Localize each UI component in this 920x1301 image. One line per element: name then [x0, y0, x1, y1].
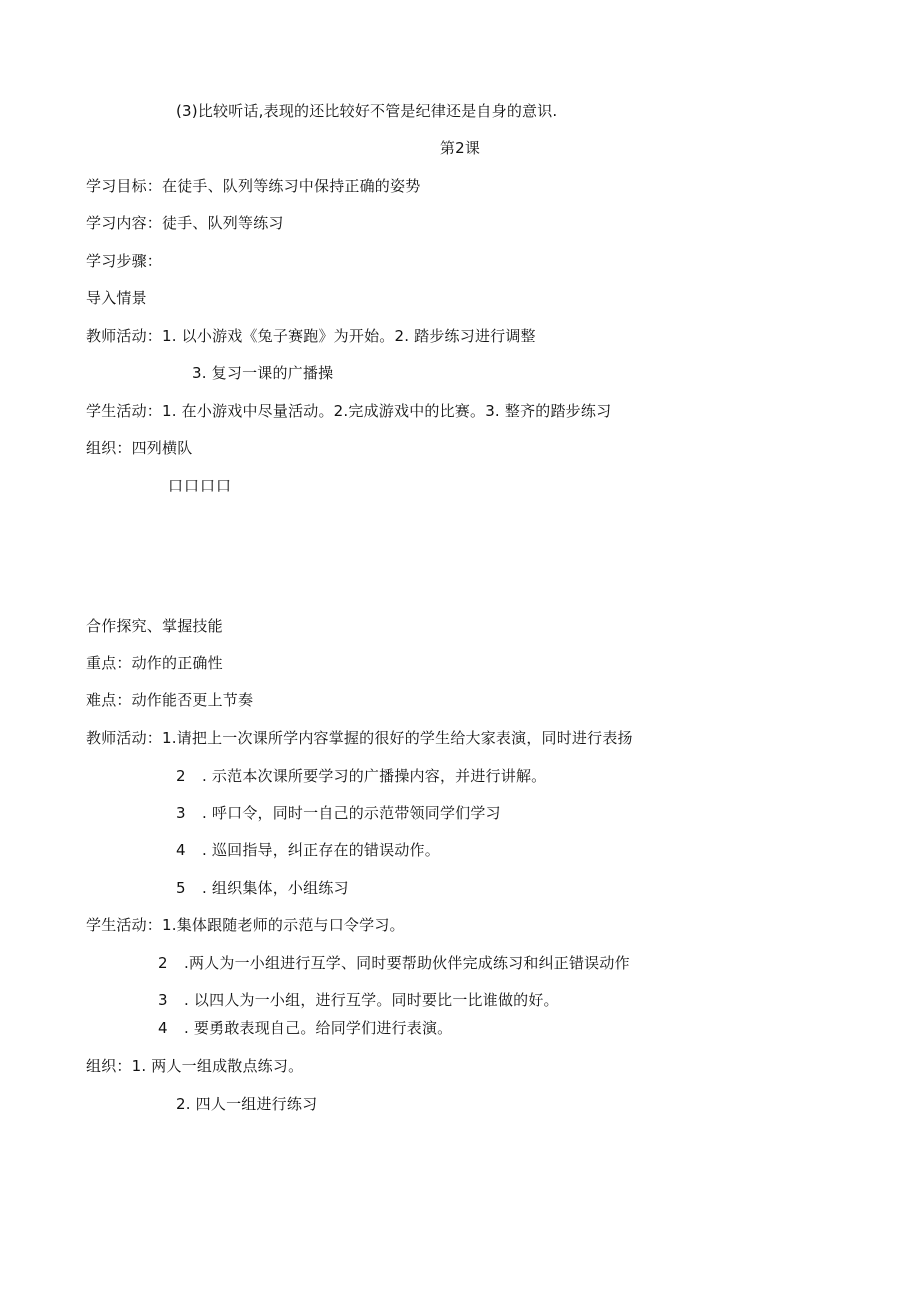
item-number: 2	[176, 767, 186, 785]
learning-steps-label: 学习步骤：	[86, 252, 163, 270]
item-text: . 组织集体，小组练习	[202, 879, 349, 897]
student-activity-item	[158, 1018, 452, 1038]
section-practice-title: 合作探究、掌握技能	[86, 617, 223, 635]
teacher-activity-item	[176, 840, 440, 860]
item-text: . 巡回指导，纠正存在的错误动作。	[202, 841, 440, 859]
item-text: . 要勇敢表现自己。给同学们进行表演。	[184, 1019, 453, 1037]
item-number: 3	[158, 991, 168, 1009]
key-point: 重点：动作的正确性	[86, 654, 223, 672]
teacher-activity-item	[176, 878, 349, 898]
item-number: 3	[176, 804, 186, 822]
learning-content: 学习内容：徒手、队列等练习	[86, 214, 284, 232]
lesson-title: 第2课	[439, 139, 481, 157]
student-activity-intro: 学生活动：1. 在小游戏中尽量活动。2.完成游戏中的比赛。3. 整齐的踏步练习	[86, 402, 612, 420]
item-number: 5	[176, 879, 186, 897]
item-text: . 以四人为一小组，进行互学。同时要比一比谁做的好。	[184, 991, 559, 1009]
item-text: .两人为一小组进行互学、同时要帮助伙伴完成练习和纠正错误动作	[184, 954, 630, 972]
section-intro-title: 导入情景	[86, 289, 147, 307]
formation-diagram: 口口口口	[168, 477, 233, 495]
item-number: 2	[158, 954, 168, 972]
item-number: 4	[158, 1019, 168, 1037]
teacher-activity-item	[176, 766, 546, 786]
header-note: (3)比较听话,表现的还比较好不管是纪律还是自身的意识.	[176, 102, 558, 120]
organization-practice-item-2: 2. 四人一组进行练习	[176, 1095, 318, 1113]
organization-practice: 组织：1. 两人一组成散点练习。	[86, 1057, 304, 1075]
difficult-point: 难点：动作能否更上节奏	[86, 691, 254, 709]
item-number: 4	[176, 841, 186, 859]
student-activity-item	[158, 990, 559, 1010]
organization-intro: 组织：四列横队	[86, 439, 193, 457]
student-activity-item	[158, 953, 630, 973]
teacher-activity-item	[176, 803, 501, 823]
teacher-activity-intro: 教师活动：1. 以小游戏《兔子赛跑》为开始。2. 踏步练习进行调整	[86, 327, 536, 345]
teacher-activity-practice: 教师活动：1.请把上一次课所学内容掌握的很好的学生给大家表演，同时进行表扬	[86, 729, 633, 747]
student-activity-practice: 学生活动：1.集体跟随老师的示范与口令学习。	[86, 916, 405, 934]
item-text: . 示范本次课所要学习的广播操内容，并进行讲解。	[202, 767, 547, 785]
learning-goal: 学习目标：在徒手、队列等练习中保持正确的姿势	[86, 177, 421, 195]
teacher-activity-intro-item-3: 3. 复习一课的广播操	[192, 364, 334, 382]
item-text: . 呼口令，同时一自己的示范带领同学们学习	[202, 804, 501, 822]
